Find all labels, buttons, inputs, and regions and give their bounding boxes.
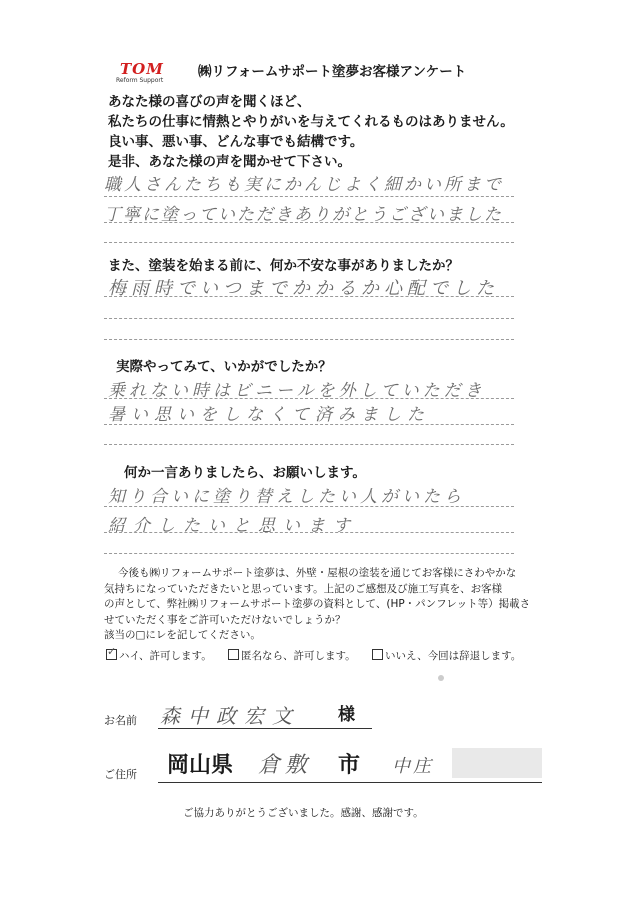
answer-line bbox=[104, 222, 514, 223]
name-value: 森中政宏文 bbox=[160, 704, 300, 728]
address-city-suffix: 市 bbox=[338, 753, 361, 778]
question-3: 実際やってみて、いかがでしたか？ bbox=[116, 359, 332, 375]
intro-line: 良い事、悪い事、どんな事でも結構です。 bbox=[108, 134, 364, 150]
name-suffix: 様 bbox=[338, 705, 355, 725]
question-4: 何か一言ありましたら、お願いします。 bbox=[124, 465, 366, 481]
notice-line: 該当の□にレを記してください。 bbox=[104, 629, 261, 641]
company-logo bbox=[112, 58, 180, 88]
address-city: 倉敷 bbox=[258, 753, 313, 778]
publication-consent-notice bbox=[104, 566, 534, 644]
intro-line: 私たちの仕事に情熱とやりがいを与えてくれるものはありません。 bbox=[108, 114, 514, 130]
notice-line: 今後も㈱リフォームサポート塗夢は、外壁・屋根の塗装を通じてお客様にさわやかな bbox=[118, 567, 517, 579]
answer-1-line-2: 丁寧に塗っていただきありがとうございました bbox=[104, 205, 503, 225]
checkbox[interactable] bbox=[372, 649, 383, 660]
survey-title: ㈱リフォームサポート塗夢お客様アンケート bbox=[198, 64, 467, 80]
thank-you-message: ご協力ありがとうございました。感謝、感謝です。 bbox=[183, 807, 424, 819]
notice-line: の声として、弊社㈱リフォームサポート塗夢の資料として、(HP・パンフレット等）掲載さ bbox=[104, 598, 531, 610]
answer-2-line-1: 梅雨時でいつまでかかるか心配でした bbox=[108, 278, 499, 299]
address-underline bbox=[158, 782, 542, 783]
consent-option-decline[interactable] bbox=[372, 648, 521, 663]
option-label: 匿名なら、許可します。 bbox=[241, 650, 356, 662]
redacted-address-block bbox=[452, 748, 542, 778]
intro-text bbox=[108, 92, 514, 172]
answer-line bbox=[104, 398, 514, 399]
answer-line bbox=[104, 424, 514, 425]
checkbox-checked[interactable] bbox=[106, 645, 117, 660]
address-prefecture: 岡山県 bbox=[167, 753, 234, 778]
answer-line bbox=[104, 318, 514, 319]
consent-option-anonymous[interactable] bbox=[228, 648, 356, 663]
answer-3-line-1: 乗れない時はビニールを外していただき bbox=[108, 381, 486, 401]
consent-option-yes[interactable] bbox=[106, 645, 212, 663]
checkmark-icon: ✓ bbox=[107, 645, 117, 658]
address-label: ご住所 bbox=[104, 768, 137, 781]
answer-4-line-1: 知り合いに塗り替えしたい人がいたら bbox=[108, 487, 465, 507]
answer-line bbox=[104, 196, 514, 197]
intro-line: 是非、あなた様の声を聞かせて下さい。 bbox=[108, 154, 351, 170]
answer-line bbox=[104, 553, 514, 554]
option-label: いいえ、今回は辞退します。 bbox=[385, 650, 522, 662]
answer-4-line-2: 紹介したいと思います bbox=[108, 516, 358, 536]
intro-line: あなた様の喜びの声を聞くほど、 bbox=[108, 94, 311, 110]
address-ward: 中庄 bbox=[392, 756, 434, 777]
notice-line: 気持ちになっていただきたいと思っています。上記のご感想及び施工写真を、お客様 bbox=[104, 582, 503, 595]
answer-line bbox=[104, 339, 514, 340]
answer-3-line-2: 暑い思いをしなくて済みました bbox=[108, 405, 430, 425]
name-underline bbox=[158, 728, 372, 729]
answer-line bbox=[104, 296, 514, 297]
name-label: お名前 bbox=[104, 714, 137, 727]
notice-line: せていただく事をご許可いただけないでしょうか？ bbox=[104, 613, 346, 626]
logo-mark: TOM bbox=[120, 60, 164, 78]
answer-line bbox=[104, 506, 514, 507]
answer-line bbox=[104, 532, 514, 533]
logo-subtitle: Reform Support bbox=[116, 77, 164, 84]
answer-line bbox=[104, 242, 514, 243]
checkbox[interactable] bbox=[228, 649, 239, 660]
option-label: ハイ、許可します。 bbox=[119, 650, 212, 662]
question-2: また、塗装を始まる前に、何か不安な事がありましたか？ bbox=[108, 258, 459, 274]
answer-1-line-1: 職人さんたちも実にかんじよく細かい所まで bbox=[104, 175, 504, 195]
paper-speck bbox=[438, 675, 444, 681]
answer-line bbox=[104, 444, 514, 445]
